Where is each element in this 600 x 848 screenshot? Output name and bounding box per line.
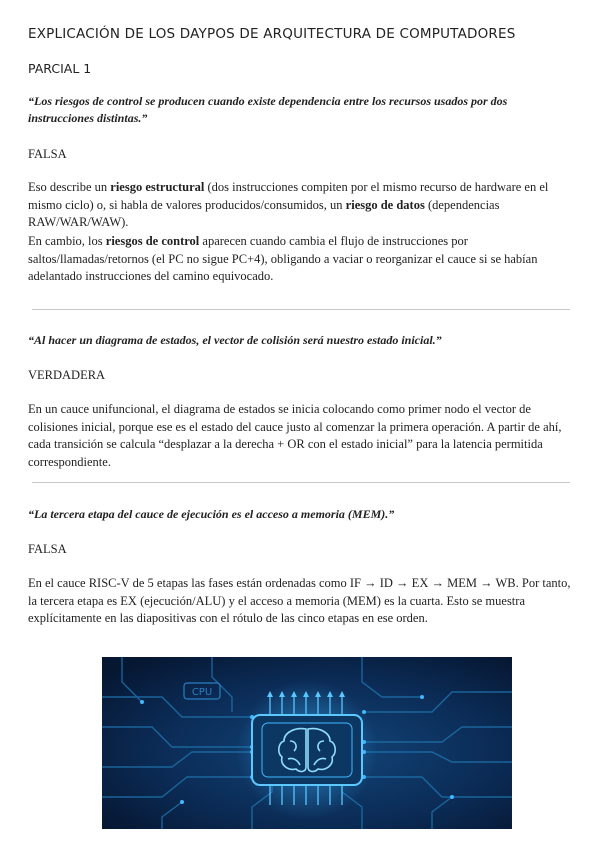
- question-2-statement: “Al hacer un diagrama de estados, el vector de colisión será nuestro estado inicial.”: [28, 333, 442, 347]
- question-2-explanation: En un cauce unifuncional, el diagrama de estados se inicia colocando como primer nodo el vector de colisiones inicial, porque ese es el estado del cauce justo al comenzar la primera operación. A partir de ahí, cada transición se calcula “desplazar a la derecha + OR con el estado inicial” para la latencia permitida correspondiente.: [28, 402, 562, 469]
- question-1-verdict: FALSA: [28, 147, 67, 161]
- term-riesgo-estructural: riesgo estructural: [110, 180, 205, 194]
- text-run: En cambio, los: [28, 234, 106, 248]
- question-1-explanation-2: [28, 233, 576, 286]
- brain-chip-icon: [102, 657, 512, 829]
- term-riesgos-control: riesgos de control: [105, 234, 200, 248]
- question-1-statement: “Los riesgos de control se producen cuando existe dependencia entre los recursos usados por dos instrucciones distintas.”: [28, 94, 508, 125]
- question-3-explanation: En el cauce RISC-V de 5 etapas las fases están ordenadas como IF → ID → EX → MEM → WB. Por tanto, la tercera etapa es EX (ejecución/ALU) y el acceso a memoria (MEM) es la cuarta. Esto se muestra explícitamente en las diapositivas con el rótulo de las cinco etapas en ese orden.: [28, 576, 571, 625]
- question-3-verdict: FALSA: [28, 542, 67, 556]
- text-run: (dependencias RAW/WAR/WAW).: [28, 197, 500, 229]
- divider: [32, 482, 570, 483]
- question-2-verdict: VERDADERA: [28, 368, 106, 382]
- question-3-statement: “La tercera etapa del cauce de ejecución es el acceso a memoria (MEM).”: [28, 507, 395, 521]
- term-riesgo-datos: riesgo de datos: [345, 197, 425, 212]
- document-title: EXPLICACIÓN DE LOS DAYPOS DE ARQUITECTURA DE COMPUTADORES: [28, 26, 516, 42]
- cpu-illustration: [102, 657, 512, 829]
- document-subtitle: PARCIAL 1: [28, 61, 92, 76]
- divider: [32, 309, 570, 310]
- text-run: (dos instrucciones compiten por el mismo recurso de hardware en el mismo ciclo) o, si habla de valores producidos/consumidos, un: [28, 180, 549, 212]
- text-run: aparecen cuando cambia el flujo de instrucciones por saltos/llamadas/retornos (el PC no sigue PC+4), obligando a vaciar o reorganizar el cauce si se habían adelantado instrucciones del camino equivocado.: [28, 234, 538, 283]
- cpu-label: CPU: [191, 687, 213, 698]
- text-run: Eso describe un: [28, 180, 111, 194]
- question-1-explanation-1: [28, 179, 576, 232]
